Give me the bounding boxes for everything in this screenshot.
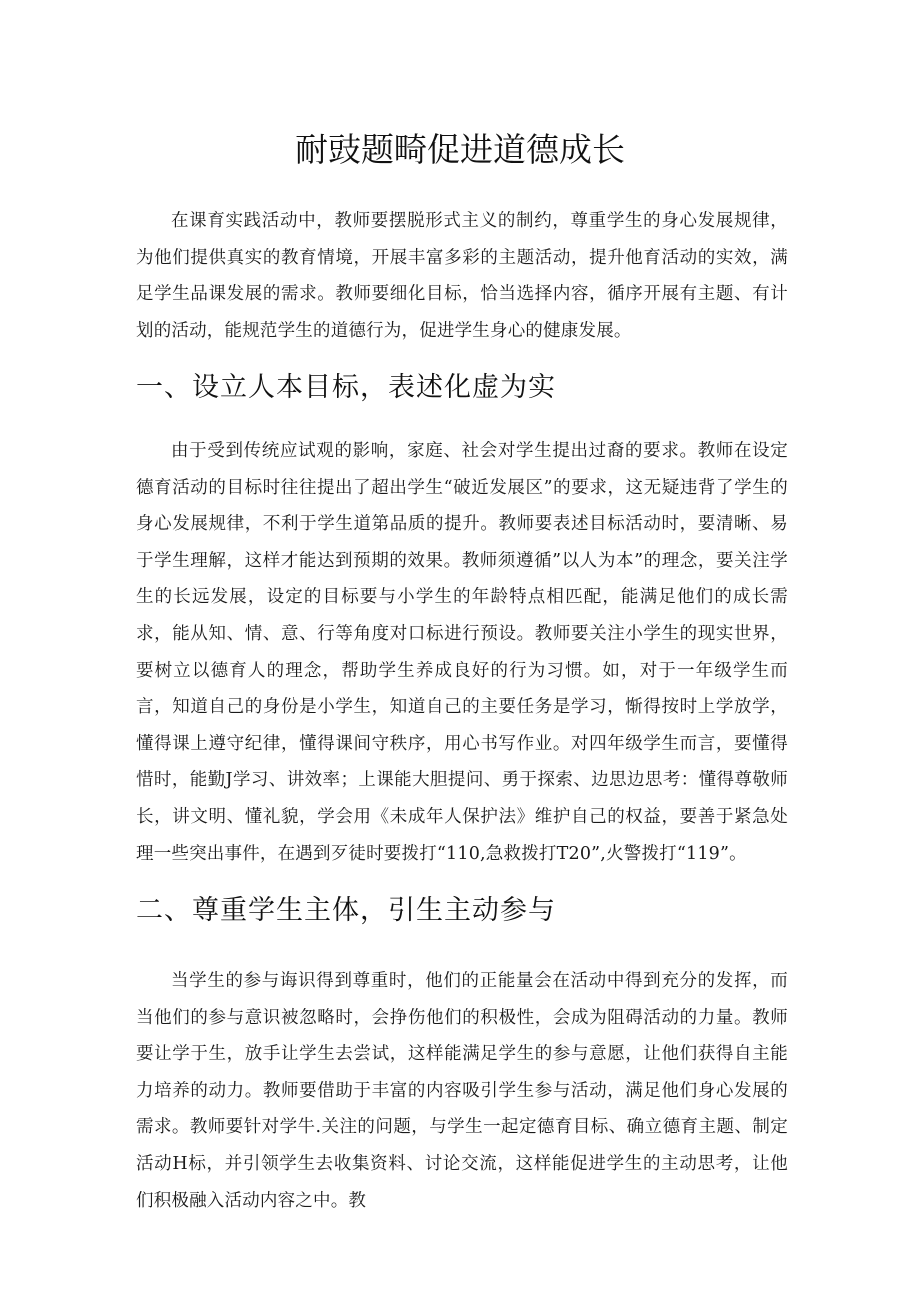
section-2-body: 当学生的参与诲识得到尊重时，他们的正能量会在活动中得到充分的发挥，而当他们的参与意识被忽略时，会挣伤他们的积极性，会成为阻碍活动的力量。教师要让学于生，放手让学生去尝试，这样能满足学生的参与意愿，让他们获得自主能力培养的动力。教师要借助于丰富的内容吸引学生参与活动，满足他们身心发展的需求。教师要针对学牛.关注的问题，与学生一起定德育目标、确立德育主题、制定活动H标，并引领学生去收集资料、讨论交流，这样能促进学生的主动思考，让他们积极融入活动内容之中。教 (136, 971, 788, 1211)
section-1-body: 由于受到传统应试观的影响，家庭、社会对学生提出过裔的要求。教师在设定德育活动的目标时往往提出了超出学生“破近发展区”的要求，这无疑违背了学生的身心发展规律，不利于学生道第品质的提升。教师要表述目标活动时，要清晰、易于学生理解，这样才能达到预期的效果。教师须遵循”以人为本”的理念，要关注学生的长远发展，设定的目标要与小学生的年龄特点相匹配，能满足他们的成长需求，能从知、情、意、行等角度对口标进行预设。教师要关注小学生的现实世界，要树立以德育人的理念，帮助学生养成良好的行为习惯。如，对于一年级学生而言，知道自己的身份是小学生，知道自己的主要任务是学习，惭得按时上学放学，懂得课上遵守纪律，懂得课间守秩序，用心书写作业。对四年级学生而言，要懂得惜时，能勤J学习、讲效率；上课能大胆提问、勇于探索、边思边思考：懂得尊敬师长，讲文明、懂礼貌，学会用《未成年人保护法》维护自己的权益，要善于紧急处理一些突出事件，在遇到歹徒时要拨打“110,急救拨打T20”,火警拨打“119”。 (136, 441, 788, 864)
section-2-heading: 二、尊重学生主体，引生主动参与 (136, 895, 556, 926)
section-1-heading: 一、设立人本目标，表述化虚为实 (136, 372, 556, 403)
intro-paragraph: 在课育实践活动中，教师要摆脱形式主义的制约，尊重学生的身心发展规律，为他们提供真实的教育情境，开展丰富多彩的主题活动，提升他育活动的实效，满足学生品课发展的需求。教师要细化目标，恰当选择内容，循序开展有主题、有计划的活动，能规范学生的道德行为，促进学生身心的健康发展。 (136, 211, 788, 341)
document-title: 耐豉题畸促进道德成长 (295, 130, 625, 169)
